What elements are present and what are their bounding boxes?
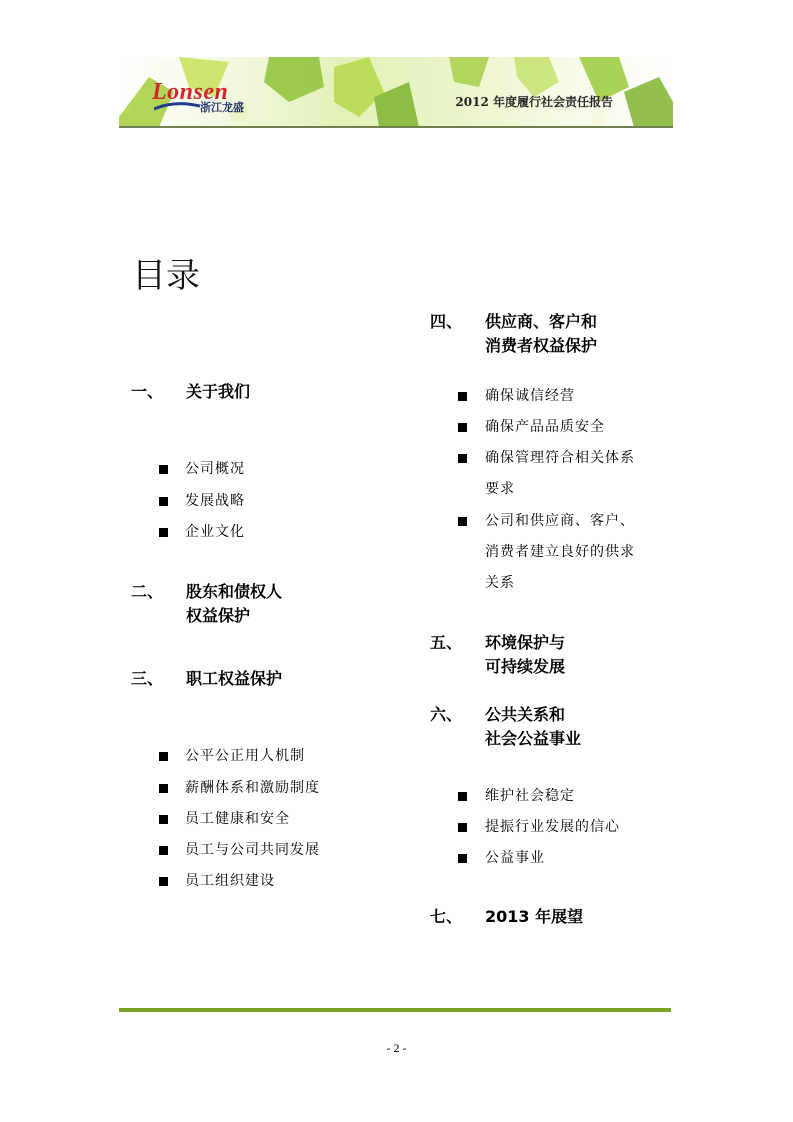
bullet-icon — [458, 454, 467, 463]
section-title[interactable]: 环境保护与 可持续发展 — [485, 633, 566, 676]
bullet-icon — [159, 815, 168, 824]
page-number: - 2 - — [386, 1041, 407, 1055]
footer-divider — [119, 1008, 671, 1012]
section-title[interactable]: 股东和债权人 权益保护 — [186, 582, 283, 625]
toc-title: 目录 — [132, 256, 200, 296]
bullet-icon — [159, 497, 168, 506]
section-number: 七、 — [430, 907, 463, 926]
bullet-icon — [458, 423, 467, 432]
bullet-icon — [458, 517, 467, 526]
toc-item[interactable]: 提振行业发展的信心 — [485, 819, 620, 835]
section-number: 六、 — [430, 705, 463, 724]
header-divider — [119, 126, 673, 128]
section-number: 二、 — [131, 582, 164, 601]
toc-item[interactable]: 薪酬体系和激励制度 — [185, 780, 320, 796]
bullet-icon — [159, 528, 168, 537]
company-logo — [152, 80, 262, 118]
bullet-icon — [159, 877, 168, 886]
report-title: 2012 年度履行社会责任报告 — [455, 95, 613, 109]
bullet-icon — [458, 823, 467, 832]
section-title[interactable]: 关于我们 — [186, 382, 251, 401]
toc-item[interactable]: 员工健康和安全 — [185, 811, 290, 827]
toc-item[interactable]: 确保诚信经营 — [485, 388, 575, 404]
logo-chinese-name: 浙江龙盛 — [200, 101, 244, 114]
section-title[interactable]: 公共关系和 社会公益事业 — [485, 705, 582, 748]
bullet-icon — [159, 846, 168, 855]
section-number: 三、 — [131, 669, 164, 688]
section-number: 一、 — [131, 382, 164, 401]
toc-item[interactable]: 公司和供应商、客户、 消费者建立良好的供求 关系 — [485, 513, 635, 591]
logo-wordmark: Lonsen — [152, 79, 229, 105]
bullet-icon — [458, 854, 467, 863]
section-title[interactable]: 供应商、客户和 消费者权益保护 — [485, 312, 598, 355]
toc-item[interactable]: 维护社会稳定 — [485, 788, 575, 804]
bullet-icon — [458, 792, 467, 801]
bullet-icon — [159, 752, 168, 761]
bullet-icon — [159, 465, 168, 474]
toc-item[interactable]: 公平公正用人机制 — [185, 748, 305, 764]
toc-item[interactable]: 确保产品品质安全 — [485, 419, 605, 435]
section-number: 四、 — [430, 312, 463, 331]
toc-item[interactable]: 员工与公司共同发展 — [185, 842, 320, 858]
bullet-icon — [458, 392, 467, 401]
toc-item[interactable]: 企业文化 — [185, 524, 245, 540]
toc-item[interactable]: 确保管理符合相关体系 要求 — [485, 450, 635, 497]
bullet-icon — [159, 784, 168, 793]
logo-swoosh-icon — [154, 102, 200, 112]
section-number: 五、 — [430, 633, 463, 652]
toc-item[interactable]: 公司概况 — [185, 461, 245, 477]
toc-item[interactable]: 发展战略 — [185, 493, 245, 509]
toc-item[interactable]: 员工组织建设 — [185, 873, 275, 889]
section-title[interactable]: 职工权益保护 — [186, 669, 283, 688]
toc-item[interactable]: 公益事业 — [485, 850, 545, 866]
section-title[interactable]: 2013 年展望 — [485, 907, 584, 926]
